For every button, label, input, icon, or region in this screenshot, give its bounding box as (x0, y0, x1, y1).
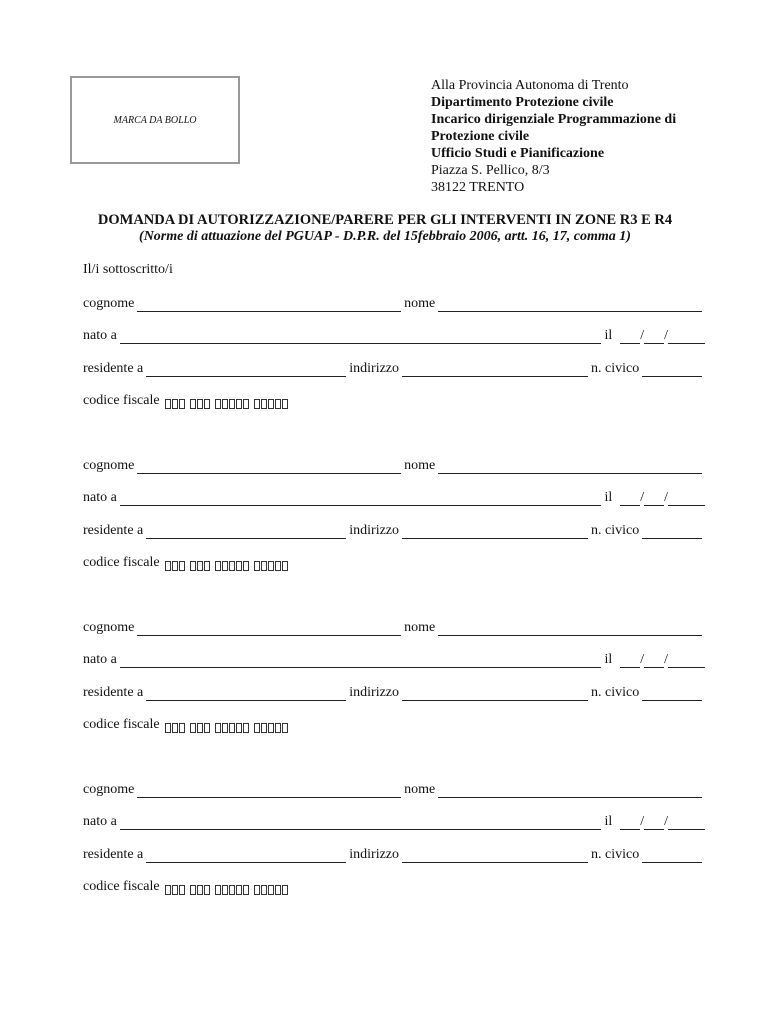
indirizzo-label: indirizzo (349, 847, 400, 862)
il-label: il (604, 490, 613, 505)
indirizzo-field[interactable] (402, 687, 588, 701)
mese-field[interactable] (644, 654, 664, 668)
row-residenza (83, 521, 705, 539)
codice-fiscale-char-box[interactable] (236, 885, 242, 895)
residente-a-field[interactable] (146, 849, 346, 863)
codice-fiscale-char-box[interactable] (204, 885, 210, 895)
luogo-nascita-field[interactable] (120, 330, 602, 344)
nome-field[interactable] (438, 784, 702, 798)
cognome-field[interactable] (137, 298, 401, 312)
codice-fiscale-boxes[interactable] (165, 723, 293, 733)
row-codice-fiscale (83, 391, 293, 409)
codice-fiscale-char-box[interactable] (222, 561, 228, 571)
codice-fiscale-char-box[interactable] (275, 399, 281, 409)
nato-a-label: nato a (83, 652, 117, 667)
anno-field[interactable] (668, 816, 705, 830)
codice-fiscale-char-box[interactable] (261, 399, 267, 409)
row-cognome-nome (83, 456, 705, 474)
codice-fiscale-char-box[interactable] (172, 399, 178, 409)
codice-fiscale-char-box[interactable] (268, 723, 274, 733)
codice-fiscale-char-box[interactable] (243, 723, 249, 733)
codice-fiscale-char-box[interactable] (204, 723, 210, 733)
address-line: Piazza S. Pellico, 8/3 (431, 163, 550, 178)
codice-fiscale-char-box[interactable] (197, 885, 203, 895)
row-nato-a (83, 326, 705, 344)
codice-fiscale-char-box[interactable] (268, 885, 274, 895)
n-civico-field[interactable] (642, 687, 702, 701)
codice-fiscale-char-box[interactable] (261, 561, 267, 571)
il-label: il (604, 328, 613, 343)
n-civico-field[interactable] (642, 849, 702, 863)
anno-field[interactable] (668, 330, 705, 344)
row-residenza (83, 359, 705, 377)
codice-fiscale-char-box[interactable] (268, 561, 274, 571)
codice-fiscale-char-box[interactable] (282, 561, 288, 571)
recipient-address (431, 77, 731, 196)
row-codice-fiscale (83, 553, 293, 571)
codice-fiscale-char-box[interactable] (179, 561, 185, 571)
residente-a-label: residente a (83, 361, 144, 376)
codice-fiscale-char-box[interactable] (204, 399, 210, 409)
codice-fiscale-char-box[interactable] (197, 561, 203, 571)
codice-fiscale-char-box[interactable] (261, 723, 267, 733)
residente-a-label: residente a (83, 847, 144, 862)
codice-fiscale-char-box[interactable] (268, 399, 274, 409)
codice-fiscale-boxes[interactable] (165, 399, 293, 409)
luogo-nascita-field[interactable] (120, 654, 602, 668)
codice-fiscale-char-box[interactable] (254, 561, 260, 571)
nome-label: nome (404, 296, 436, 311)
indirizzo-field[interactable] (402, 363, 588, 377)
codice-fiscale-char-box[interactable] (254, 885, 260, 895)
codice-fiscale-char-box[interactable] (165, 723, 171, 733)
luogo-nascita-field[interactable] (120, 492, 602, 506)
codice-fiscale-char-box[interactable] (172, 561, 178, 571)
codice-fiscale-label: codice fiscale (83, 717, 160, 732)
codice-fiscale-char-box[interactable] (229, 399, 235, 409)
address-line: Incarico dirigenziale Programmazione di (431, 112, 677, 127)
codice-fiscale-char-box[interactable] (179, 723, 185, 733)
address-line: Protezione civile (431, 129, 530, 144)
anno-field[interactable] (668, 492, 705, 506)
data-nascita-field[interactable]: / / (620, 652, 705, 668)
cognome-label: cognome (83, 296, 135, 311)
codice-fiscale-char-box[interactable] (222, 399, 228, 409)
codice-fiscale-char-box[interactable] (190, 723, 196, 733)
cognome-field[interactable] (137, 784, 401, 798)
codice-fiscale-char-box[interactable] (215, 561, 221, 571)
codice-fiscale-char-box[interactable] (254, 723, 260, 733)
codice-fiscale-char-box[interactable] (179, 885, 185, 895)
giorno-field[interactable] (620, 492, 640, 506)
n-civico-label: n. civico (591, 361, 640, 376)
row-cognome-nome (83, 294, 705, 312)
codice-fiscale-char-box[interactable] (190, 399, 196, 409)
address-line: 38122 TRENTO (431, 180, 525, 195)
nome-field[interactable] (438, 298, 702, 312)
residente-a-field[interactable] (146, 687, 346, 701)
cognome-label: cognome (83, 782, 135, 797)
luogo-nascita-field[interactable] (120, 816, 602, 830)
codice-fiscale-char-box[interactable] (204, 561, 210, 571)
codice-fiscale-char-box[interactable] (165, 399, 171, 409)
codice-fiscale-char-box[interactable] (243, 561, 249, 571)
address-line: Dipartimento Protezione civile (431, 95, 614, 110)
codice-fiscale-char-box[interactable] (197, 723, 203, 733)
n-civico-label: n. civico (591, 685, 640, 700)
row-nato-a (83, 650, 705, 668)
codice-fiscale-char-box[interactable] (261, 885, 267, 895)
row-nato-a (83, 488, 705, 506)
codice-fiscale-char-box[interactable] (275, 723, 281, 733)
nome-label: nome (404, 782, 436, 797)
residente-a-field[interactable] (146, 363, 346, 377)
codice-fiscale-char-box[interactable] (275, 561, 281, 571)
document-subtitle: (Norme di attuazione del PGUAP - D.P.R. del 15febbraio 2006, artt. 16, 17, comma 1) (139, 229, 631, 244)
n-civico-field[interactable] (642, 363, 702, 377)
nome-label: nome (404, 458, 436, 473)
indirizzo-label: indirizzo (349, 685, 400, 700)
cognome-field[interactable] (137, 622, 401, 636)
giorno-field[interactable] (620, 816, 640, 830)
codice-fiscale-char-box[interactable] (275, 885, 281, 895)
codice-fiscale-char-box[interactable] (172, 723, 178, 733)
codice-fiscale-char-box[interactable] (165, 561, 171, 571)
codice-fiscale-char-box[interactable] (236, 399, 242, 409)
n-civico-label: n. civico (591, 847, 640, 862)
row-cognome-nome (83, 780, 705, 798)
codice-fiscale-char-box[interactable] (236, 561, 242, 571)
cognome-label: cognome (83, 620, 135, 635)
cognome-label: cognome (83, 458, 135, 473)
data-nascita-field[interactable]: / / (620, 814, 705, 830)
il-label: il (604, 652, 613, 667)
document-title: DOMANDA DI AUTORIZZAZIONE/PARERE PER GLI INTERVENTI IN ZONE R3 E R4 (97, 212, 673, 228)
giorno-field[interactable] (620, 330, 640, 344)
codice-fiscale-label: codice fiscale (83, 879, 160, 894)
codice-fiscale-char-box[interactable] (229, 561, 235, 571)
row-cognome-nome (83, 618, 705, 636)
marca-da-bollo-label: MARCA DA BOLLO (113, 114, 197, 126)
codice-fiscale-boxes[interactable] (165, 561, 293, 571)
codice-fiscale-char-box[interactable] (190, 885, 196, 895)
cognome-field[interactable] (137, 460, 401, 474)
data-nascita-field[interactable]: / / (620, 328, 705, 344)
codice-fiscale-char-box[interactable] (190, 561, 196, 571)
codice-fiscale-char-box[interactable] (172, 885, 178, 895)
nato-a-label: nato a (83, 814, 117, 829)
intro-text: Il/i sottoscritto/i (83, 262, 173, 277)
row-codice-fiscale (83, 715, 293, 733)
codice-fiscale-char-box[interactable] (282, 399, 288, 409)
codice-fiscale-char-box[interactable] (254, 399, 260, 409)
data-nascita-field[interactable]: / / (620, 490, 705, 506)
residente-a-label: residente a (83, 523, 144, 538)
mese-field[interactable] (644, 330, 664, 344)
codice-fiscale-char-box[interactable] (282, 723, 288, 733)
n-civico-field[interactable] (642, 525, 702, 539)
mese-field[interactable] (644, 816, 664, 830)
codice-fiscale-char-box[interactable] (236, 723, 242, 733)
codice-fiscale-char-box[interactable] (179, 399, 185, 409)
row-residenza (83, 683, 705, 701)
codice-fiscale-boxes[interactable] (165, 885, 293, 895)
codice-fiscale-char-box[interactable] (229, 885, 235, 895)
address-line: Ufficio Studi e Pianificazione (431, 146, 605, 161)
codice-fiscale-label: codice fiscale (83, 555, 160, 570)
n-civico-label: n. civico (591, 523, 640, 538)
indirizzo-field[interactable] (402, 849, 588, 863)
codice-fiscale-char-box[interactable] (197, 399, 203, 409)
indirizzo-label: indirizzo (349, 523, 400, 538)
codice-fiscale-label: codice fiscale (83, 393, 160, 408)
codice-fiscale-char-box[interactable] (243, 399, 249, 409)
row-residenza (83, 845, 705, 863)
codice-fiscale-char-box[interactable] (215, 723, 221, 733)
row-codice-fiscale (83, 877, 293, 895)
codice-fiscale-char-box[interactable] (222, 723, 228, 733)
nato-a-label: nato a (83, 490, 117, 505)
anno-field[interactable] (668, 654, 705, 668)
residente-a-field[interactable] (146, 525, 346, 539)
row-nato-a (83, 812, 705, 830)
codice-fiscale-char-box[interactable] (222, 885, 228, 895)
codice-fiscale-char-box[interactable] (243, 885, 249, 895)
codice-fiscale-char-box[interactable] (229, 723, 235, 733)
codice-fiscale-char-box[interactable] (215, 399, 221, 409)
indirizzo-field[interactable] (402, 525, 588, 539)
mese-field[interactable] (644, 492, 664, 506)
nome-field[interactable] (438, 622, 702, 636)
giorno-field[interactable] (620, 654, 640, 668)
il-label: il (604, 814, 613, 829)
marca-da-bollo-box (70, 76, 240, 164)
address-line: Alla Provincia Autonoma di Trento (431, 78, 629, 93)
codice-fiscale-char-box[interactable] (165, 885, 171, 895)
nato-a-label: nato a (83, 328, 117, 343)
residente-a-label: residente a (83, 685, 144, 700)
codice-fiscale-char-box[interactable] (282, 885, 288, 895)
indirizzo-label: indirizzo (349, 361, 400, 376)
nome-field[interactable] (438, 460, 702, 474)
codice-fiscale-char-box[interactable] (215, 885, 221, 895)
nome-label: nome (404, 620, 436, 635)
